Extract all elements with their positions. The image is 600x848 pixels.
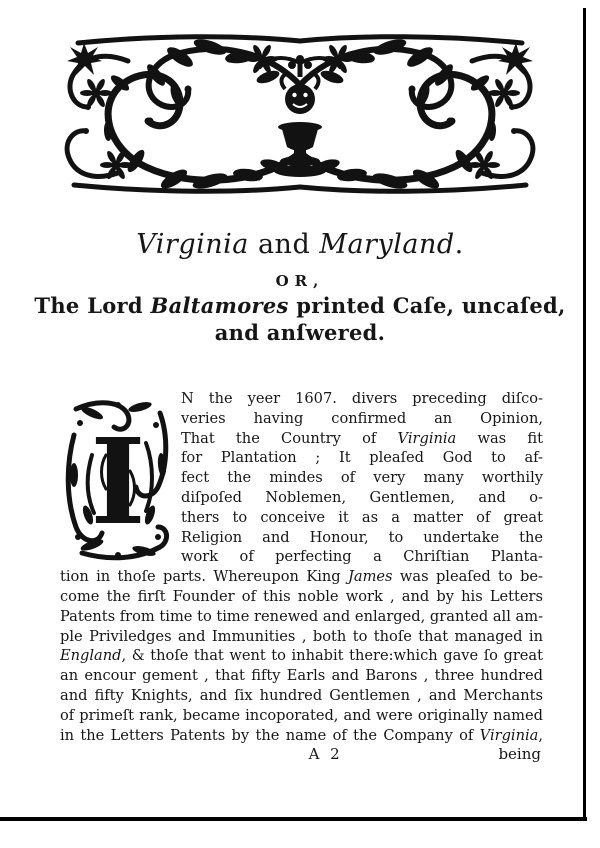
full-lines: [60, 567, 543, 745]
scan-edge-bottom: [0, 817, 587, 821]
text-line: England, & thoſe that went to inhabit there:which gave ſo great: [60, 647, 543, 665]
text-line: come the firſt Founder of this noble work , and by his Letters: [60, 587, 543, 605]
subtitle-line-2: and anſwered.: [214, 320, 386, 345]
text-line: Patents from time to time renewed and enlarged, granted all am-: [60, 607, 543, 625]
headpiece-ornament-graphic: [58, 33, 542, 196]
text-line: That the Country of Virginia was fit: [181, 429, 543, 447]
text-line: ple Priviledges and Immunities , both to thoſe that managed in: [60, 627, 543, 645]
text-line: tion in thoſe parts. Whereupon King James was pleaſed to be-: [60, 568, 543, 586]
wrapped-lines: [60, 389, 543, 567]
text-line: for Plantation ; It pleaſed God to af-: [181, 449, 543, 467]
subtitle-line-1: The Lord Baltamores printed Caſe, uncaſed,: [34, 293, 566, 318]
text-line: an encour gement , that fifty Earls and Barons , three hundred: [60, 667, 543, 685]
subtitle: [0, 292, 600, 346]
text-line: work of perfecting a Chriſtian Planta-: [181, 548, 543, 566]
page-title: Virginia and Maryland.: [136, 229, 464, 260]
headpiece-woodcut: [58, 33, 542, 196]
scan-edge-right: [583, 8, 586, 818]
text-line: diſpoſed Noblemen, Gentlemen, and o-: [181, 488, 543, 506]
text-line: Religion and Honour, to undertake the: [181, 528, 543, 546]
text-line: thers to conceive it as a matter of great: [181, 508, 543, 526]
text-line: and fifty Knights, and ſix hundred Gentlemen , and Merchants: [60, 686, 543, 704]
catchword: being: [498, 745, 541, 763]
text-line: veries having confirmed an Opinion,: [181, 409, 543, 427]
text-line: of primeſt rank, became incoporated, and were originally named: [60, 706, 543, 724]
text-line: N the yeer 1607. divers preceding diſco-: [181, 390, 543, 407]
text-line: in the Letters Patents by the name of the Company of Virginia,: [60, 726, 543, 744]
text-line: fect the mindes of very many worthily: [181, 469, 543, 487]
signature-mark: A 2: [308, 745, 343, 763]
drop-cap-letter: I: [90, 412, 146, 551]
body-text: [60, 389, 543, 745]
or-separator: OR,: [275, 272, 325, 290]
signature-row: [60, 745, 543, 765]
